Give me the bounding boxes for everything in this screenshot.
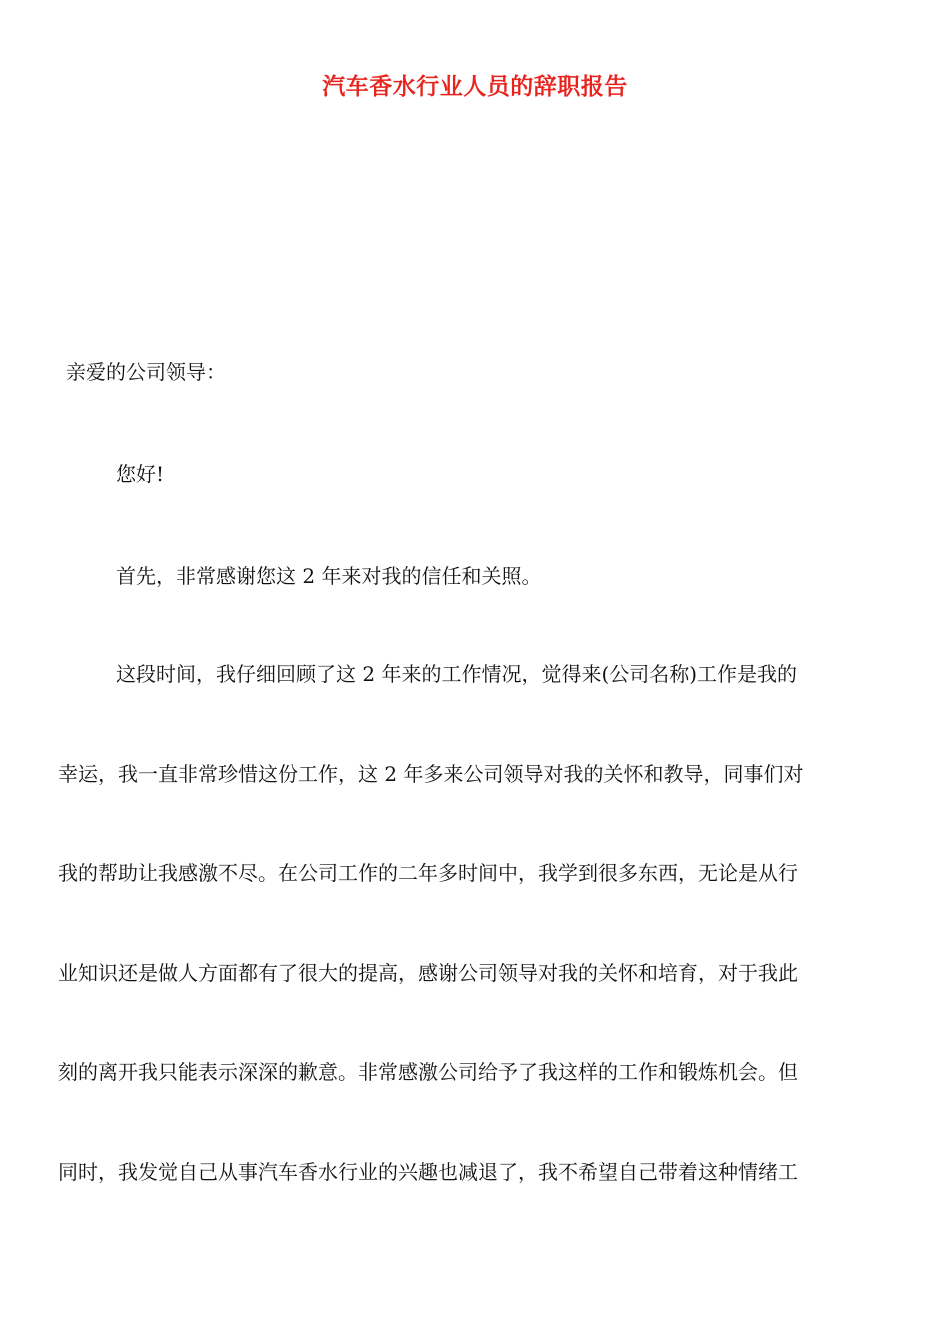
greeting: 您好! (116, 462, 165, 486)
paragraph-1: 首先，非常感谢您这 2 年来对我的信任和关照。 (116, 564, 542, 588)
paragraph-2-line-2: 幸运，我一直非常珍惜这份工作，这 2 年多来公司领导对我的关怀和教导，同事们对 (58, 762, 804, 786)
paragraph-2-line-1: 这段时间，我仔细回顾了这 2 年来的工作情况，觉得来(公司名称)工作是我的 (116, 662, 798, 686)
salutation: 亲爱的公司领导： (66, 360, 226, 384)
paragraph-2-line-4: 业知识还是做人方面都有了很大的提高，感谢公司领导对我的关怀和培育，对于我此 (58, 961, 798, 985)
paragraph-2-line-3: 我的帮助让我感激不尽。在公司工作的二年多时间中，我学到很多东西，无论是从行 (58, 861, 798, 885)
document-title: 汽车香水行业人员的辞职报告 (322, 74, 628, 100)
paragraph-2-line-6: 同时，我发觉自己从事汽车香水行业的兴趣也减退了，我不希望自己带着这种情绪工 (58, 1160, 798, 1184)
paragraph-2-line-5: 刻的离开我只能表示深深的歉意。非常感激公司给予了我这样的工作和锻炼机会。但 (58, 1060, 798, 1084)
